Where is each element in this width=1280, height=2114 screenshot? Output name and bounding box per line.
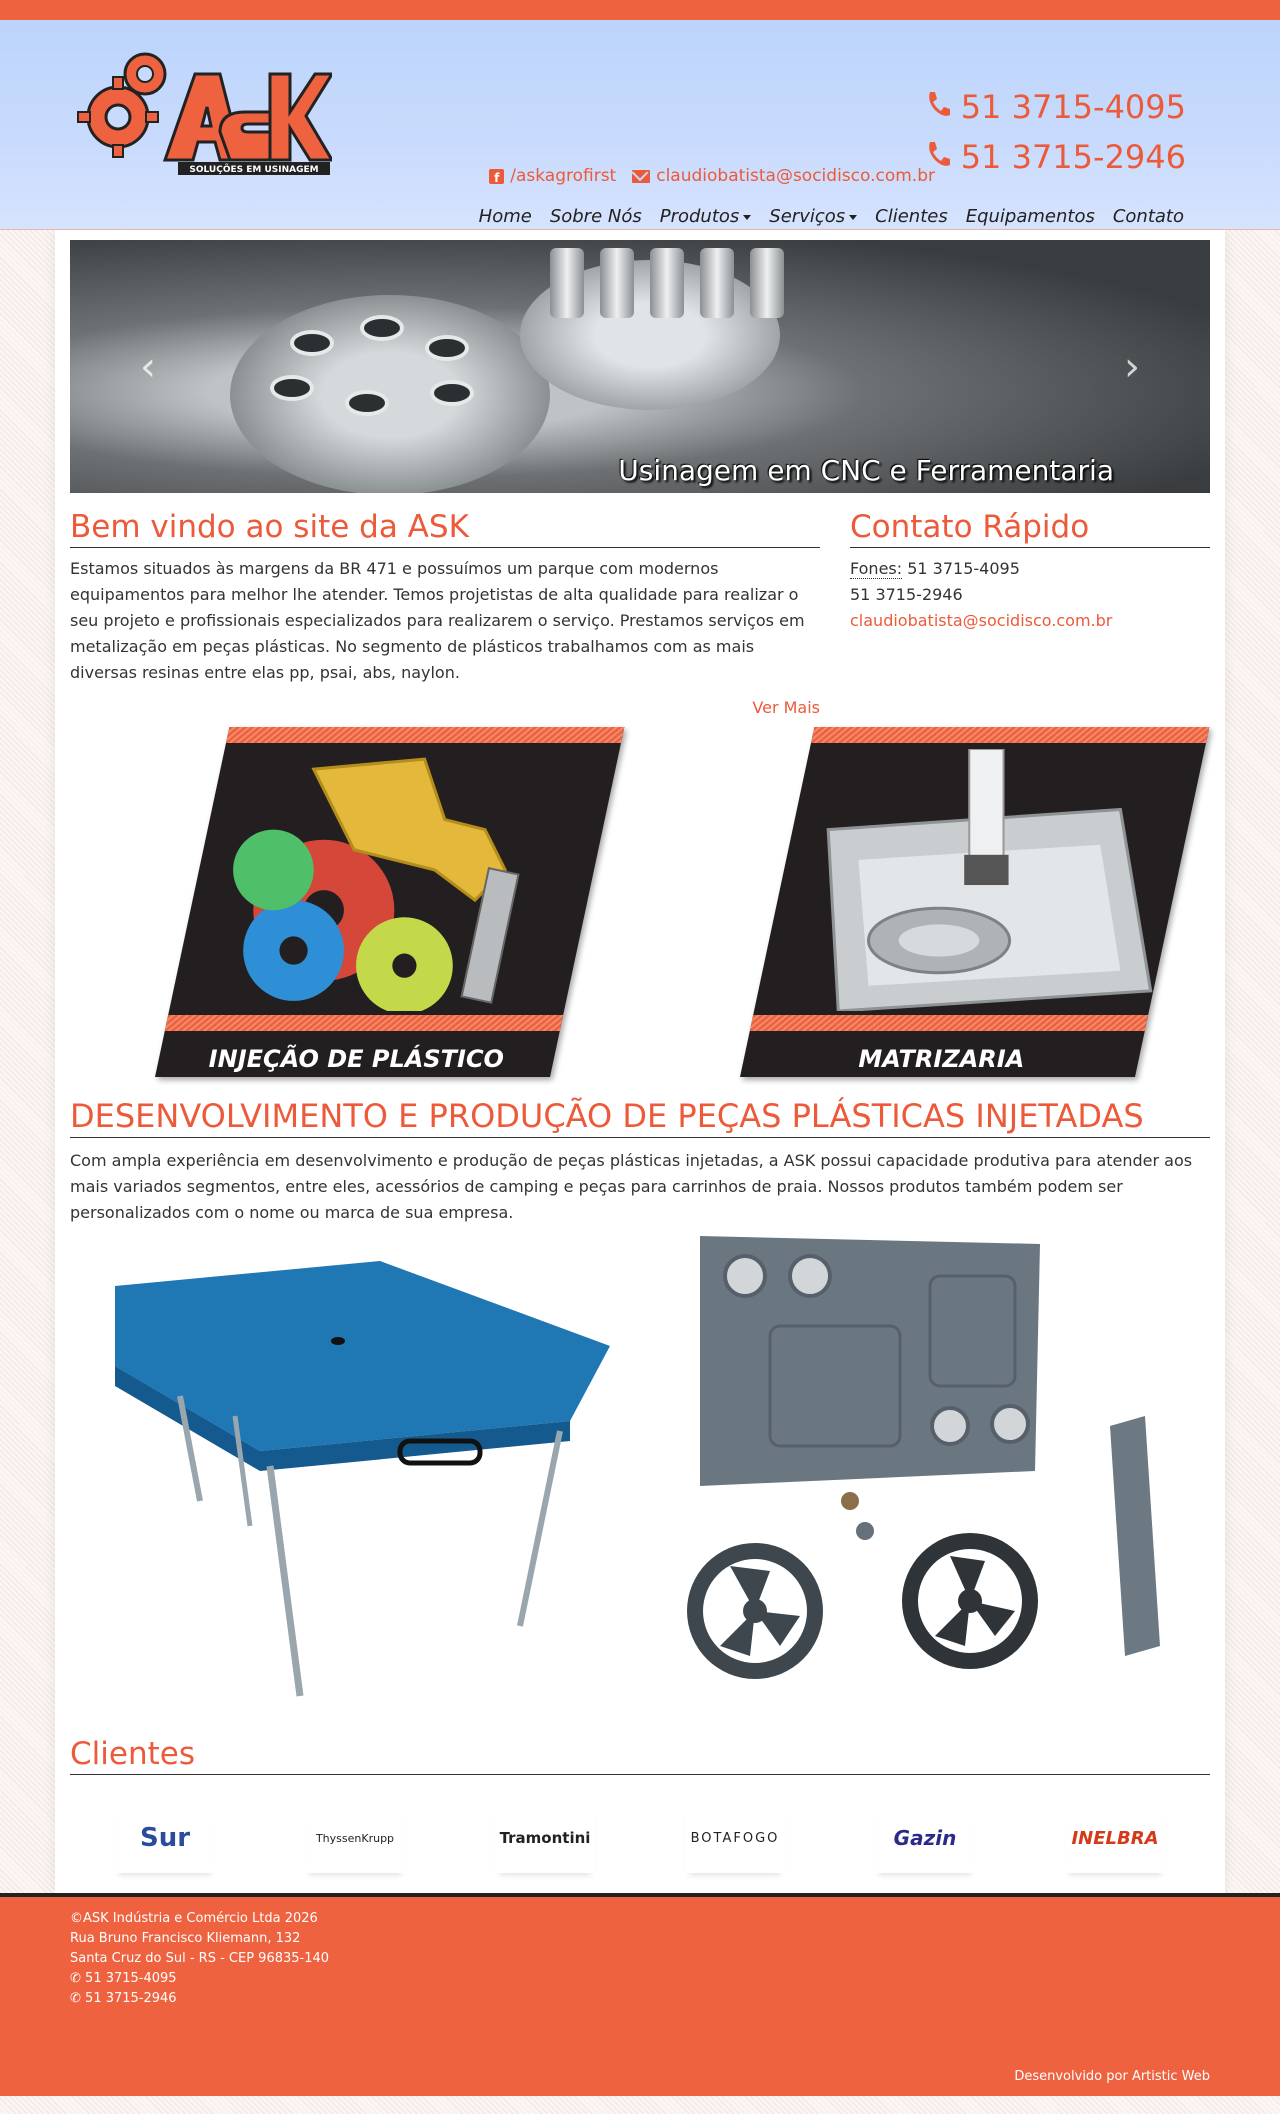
client-logo-gazin[interactable]: Gazin — [875, 1803, 975, 1873]
mold-machining-image — [812, 749, 1157, 1011]
phone-icon: ✆ — [70, 1991, 81, 2006]
caret-down-icon — [743, 215, 751, 220]
carousel-image-part — [270, 375, 314, 401]
service-label-injecao: INJEÇÃO DE PLÁSTICO — [208, 1045, 504, 1073]
development-title: DESENVOLVIMENTO E PRODUÇÃO DE PEÇAS PLÁSTICAS INJETADAS — [70, 1097, 1210, 1138]
top-accent-bar — [0, 0, 1280, 20]
carousel-image-part — [425, 335, 469, 361]
clients-title: Clientes — [70, 1736, 1210, 1775]
header-email-text: claudiobatista@socidisco.com.br — [656, 166, 935, 186]
quick-contact-phone-2: 51 3715-2946 — [850, 585, 963, 604]
footer-phone-1: 51 3715-4095 — [85, 1971, 177, 1986]
main-nav — [479, 206, 1184, 227]
service-label-matrizaria: MATRIZARIA — [858, 1045, 1025, 1073]
carousel-image-part — [650, 248, 684, 318]
phone-icon: ✆ — [70, 1971, 81, 1986]
footer-address-2: Santa Cruz do Sul - RS - CEP 96835-140 — [70, 1951, 330, 1966]
client-logo-thyssenkrupp[interactable]: ThyssenKrupp — [305, 1803, 405, 1873]
nav-produtos[interactable] — [660, 206, 752, 227]
services-section — [70, 717, 1210, 1097]
service-card-matrizaria[interactable] — [740, 727, 1135, 1077]
carousel-caption: Usinagem em CNC e Ferramentaria — [618, 454, 1114, 487]
footer-phone-2-row — [70, 1989, 329, 2009]
stripe-decoration — [811, 727, 1209, 743]
nav-servicos-label: Serviços — [769, 206, 846, 227]
nav-clientes[interactable]: Clientes — [875, 206, 948, 227]
products-image — [70, 1226, 1210, 1726]
carousel-image-part — [700, 248, 734, 318]
header-phone-1-text: 51 3715-4095 — [960, 88, 1186, 126]
footer-phone-1-row — [70, 1969, 329, 1989]
caret-down-icon — [849, 215, 857, 220]
header-phone-2-text: 51 3715-2946 — [960, 138, 1186, 176]
quick-contact-email[interactable]: claudiobatista@socidisco.com.br — [850, 611, 1113, 630]
carousel-image-part — [550, 248, 584, 318]
stripe-decoration — [226, 727, 624, 743]
header-phones — [925, 82, 1186, 182]
site-header — [0, 20, 1280, 230]
welcome-text: Estamos situados às margens da BR 471 e possuímos um parque com modernos equipamentos para melhor lhe atender. Temos projetistas de alta qualidade para realizar o seu projeto e profissionais especializados para realizarem o serviço. Prestamos serviços em metalização em peças plásticas. No segmento de plásticos trabalhamos com as mais diversas resinas entre elas pp, psai, abs, naylon. — [70, 559, 805, 682]
carousel-prev-button[interactable]: ‹ — [140, 344, 156, 390]
client-logo-tramontini[interactable]: Tramontini — [495, 1803, 595, 1873]
welcome-title: Bem vindo ao site da ASK — [70, 509, 820, 548]
quick-contact-title: Contato Rápido — [850, 509, 1210, 548]
products-showcase — [70, 1226, 1210, 1726]
hero-carousel[interactable] — [70, 240, 1210, 493]
site-footer — [0, 1893, 1280, 2096]
facebook-link[interactable] — [489, 166, 616, 186]
footer-copyright: ©ASK Indústria e Comércio Ltda 2026 — [70, 1911, 318, 1926]
carousel-next-button[interactable]: › — [1124, 344, 1140, 390]
clients-logos — [70, 1783, 1210, 1893]
phone-icon — [925, 88, 951, 126]
intro-row — [70, 509, 1210, 717]
facebook-icon: f — [489, 169, 504, 184]
carousel-image-part — [600, 248, 634, 318]
header-phone-1[interactable] — [925, 82, 1186, 132]
client-logo-botafogo[interactable]: BOTAFOGO — [685, 1803, 785, 1873]
envelope-icon — [632, 170, 650, 183]
service-card-frame — [155, 727, 624, 1077]
nav-sobre-nos[interactable]: Sobre Nós — [549, 206, 642, 227]
carousel-image-part — [750, 248, 784, 318]
logo-tagline: SOLUÇÕES EM USINAGEM — [189, 165, 319, 175]
service-card-injecao[interactable] — [155, 727, 550, 1077]
development-text: Com ampla experiência em desenvolvimento e produção de peças plásticas injetadas, a ASK possui capacidade produtiva para atender aos mais variados segmentos, entre eles, acessórios de camping e peças para carrinhos de praia. Nossos produtos também podem ser personalizados com o nome ou marca de sua empresa. — [70, 1151, 1193, 1222]
carousel-image-part — [430, 380, 474, 406]
quick-contact-phone-1: 51 3715-4095 — [907, 559, 1020, 578]
nav-servicos[interactable] — [769, 206, 857, 227]
nav-home[interactable]: Home — [478, 206, 532, 227]
carousel-image-part — [345, 390, 389, 416]
service-card-frame — [740, 727, 1209, 1077]
stripe-decoration — [165, 1015, 563, 1031]
nav-equipamentos[interactable]: Equipamentos — [965, 206, 1095, 227]
plastic-parts-image — [227, 749, 572, 1011]
facebook-link-text: /askagrofirst — [510, 166, 617, 186]
carousel-image-part — [360, 315, 404, 341]
ver-mais-link[interactable]: Ver Mais — [752, 698, 820, 717]
carousel-image-part — [290, 330, 334, 356]
quick-contact-section — [850, 509, 1210, 717]
developer-credit-link[interactable]: Desenvolvido por Artistic Web — [1014, 2069, 1210, 2084]
footer-phone-2: 51 3715-2946 — [85, 1991, 177, 2006]
welcome-section — [70, 509, 820, 717]
stripe-decoration — [750, 1015, 1148, 1031]
nav-contato[interactable]: Contato — [1112, 206, 1184, 227]
header-email-link[interactable] — [632, 166, 935, 186]
footer-address-1: Rua Bruno Francisco Kliemann, 132 — [70, 1931, 301, 1946]
main-container — [55, 230, 1225, 1893]
client-logo-sur[interactable]: Sur — [115, 1803, 215, 1873]
client-logo-inelbra[interactable]: INELBRA — [1065, 1803, 1165, 1873]
nav-produtos-label: Produtos — [659, 206, 740, 227]
header-phone-2[interactable] — [925, 132, 1186, 182]
phones-label: Fones: — [850, 559, 903, 578]
ask-logo[interactable] — [70, 32, 332, 182]
header-contacts — [489, 166, 935, 186]
footer-info — [70, 1909, 329, 2009]
